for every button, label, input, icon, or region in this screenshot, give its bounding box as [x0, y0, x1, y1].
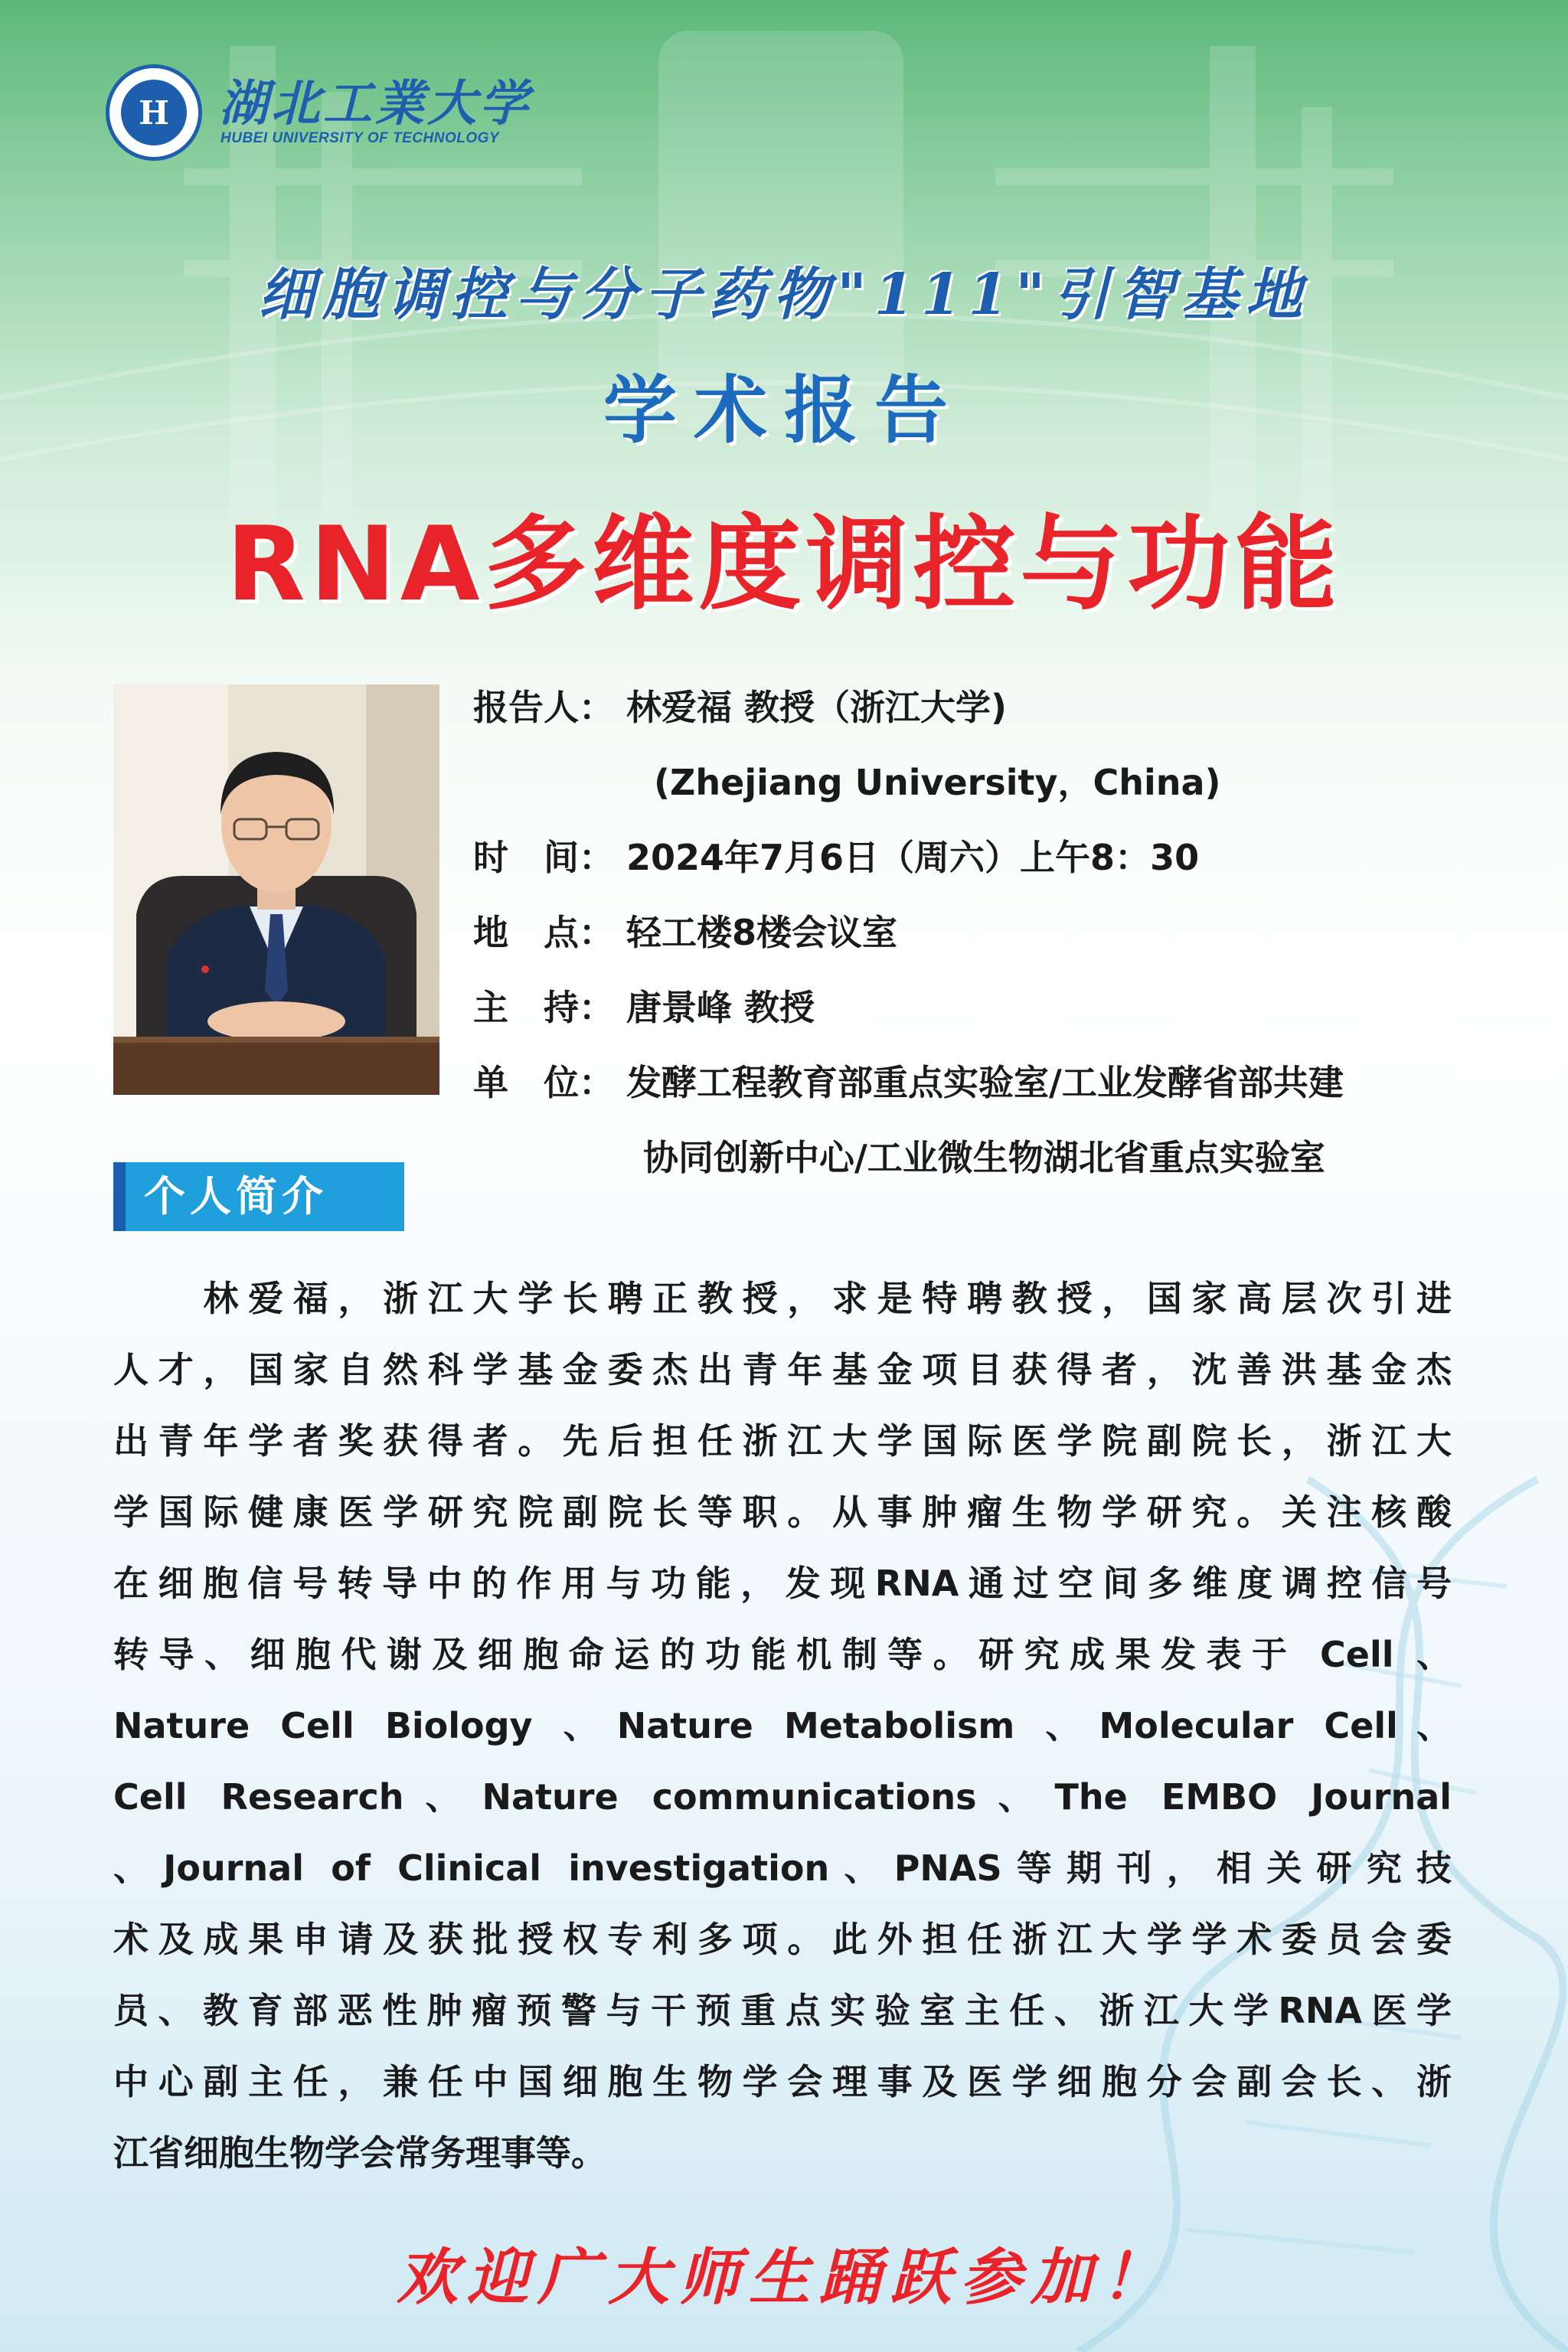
unit-value-line1: 发酵工程教育部重点实验室/工业发酵省部共建	[626, 1062, 1344, 1103]
bio-line: 、Journal of Clinical investigation、PNAS等期刊，相关研究技	[113, 1847, 1452, 1889]
bio-line: Cell Research、Nature communications、The EMBO Journal	[113, 1776, 1452, 1818]
bio-line: Nature Cell Biology 、Nature Metabolism 、Molecular Cell、	[113, 1705, 1452, 1746]
unit-row	[473, 1055, 1344, 1106]
speaker-affiliation-en: (Zhejiang University，China)	[654, 762, 1221, 803]
place-value: 轻工楼8楼会议室	[626, 912, 898, 953]
unit-value-line2: 协同创新中心/工业微生物湖北省重点实验室	[643, 1137, 1325, 1178]
bio-line: 员、教育部恶性肿瘤预警与干预重点实验室主任、浙江大学RNA医学	[113, 1990, 1452, 2031]
unit-label: 单 位：	[473, 1062, 614, 1103]
bio-section-heading: 个人简介	[113, 1162, 404, 1231]
lecture-title: RNA多维度调控与功能	[226, 505, 1342, 624]
time-row	[473, 830, 1199, 880]
bio-line: 人才，国家自然科学基金委杰出青年基金项目获得者，沈善洪基金杰	[113, 1349, 1452, 1390]
host-label: 主 持：	[473, 987, 614, 1028]
university-seal-icon: H	[106, 64, 202, 161]
bio-line: 学国际健康医学研究院副院长等职。从事肿瘤生物学研究。关注核酸	[113, 1491, 1452, 1533]
bio-line: 中心副主任，兼任中国细胞生物学会理事及医学细胞分会副会长、浙	[113, 2061, 1452, 2102]
speaker-photo	[113, 684, 439, 1095]
bio-line: 术及成果申请及获批授权专利多项。此外担任浙江大学学术委员会委	[113, 1919, 1452, 1960]
university-logo	[106, 64, 534, 156]
bio-line: 在细胞信号转导中的作用与功能，发现RNA通过空间多维度调控信号	[113, 1563, 1452, 1604]
speaker-name: 林爱福 教授（浙江大学)	[626, 687, 1008, 728]
speaker-label: 报告人：	[473, 687, 614, 728]
welcome-message: 欢迎广大师生踊跃参加！	[397, 2241, 1171, 2313]
bio-line: 林爱福，浙江大学长聘正教授，求是特聘教授，国家高层次引进	[113, 1278, 1452, 1319]
bio-line: 转导、细胞代谢及细胞命运的功能机制等。研究成果发表于 Cell 、	[113, 1634, 1452, 1675]
time-value: 2024年7月6日（周六）上午8：30	[626, 837, 1200, 878]
host-row	[473, 980, 815, 1031]
speaker-row	[473, 680, 1007, 730]
bio-line: 江省细胞生物学会常务理事等。	[113, 2132, 606, 2174]
time-label: 时 间：	[473, 837, 614, 878]
host-value: 唐景峰 教授	[626, 987, 815, 1028]
bio-line: 出青年学者奖获得者。先后担任浙江大学国际医学院副院长，浙江大	[113, 1420, 1452, 1462]
place-label: 地 点：	[473, 912, 614, 953]
university-name-en: HUBEI UNIVERSITY OF TECHNOLOGY	[220, 130, 500, 146]
place-row	[473, 905, 897, 956]
report-type-heading: 学术报告	[603, 368, 965, 453]
university-name-cn: 湖北工業大学	[219, 75, 531, 132]
base-subtitle: 细胞调控与分子药物"111"引智基地	[258, 262, 1310, 328]
